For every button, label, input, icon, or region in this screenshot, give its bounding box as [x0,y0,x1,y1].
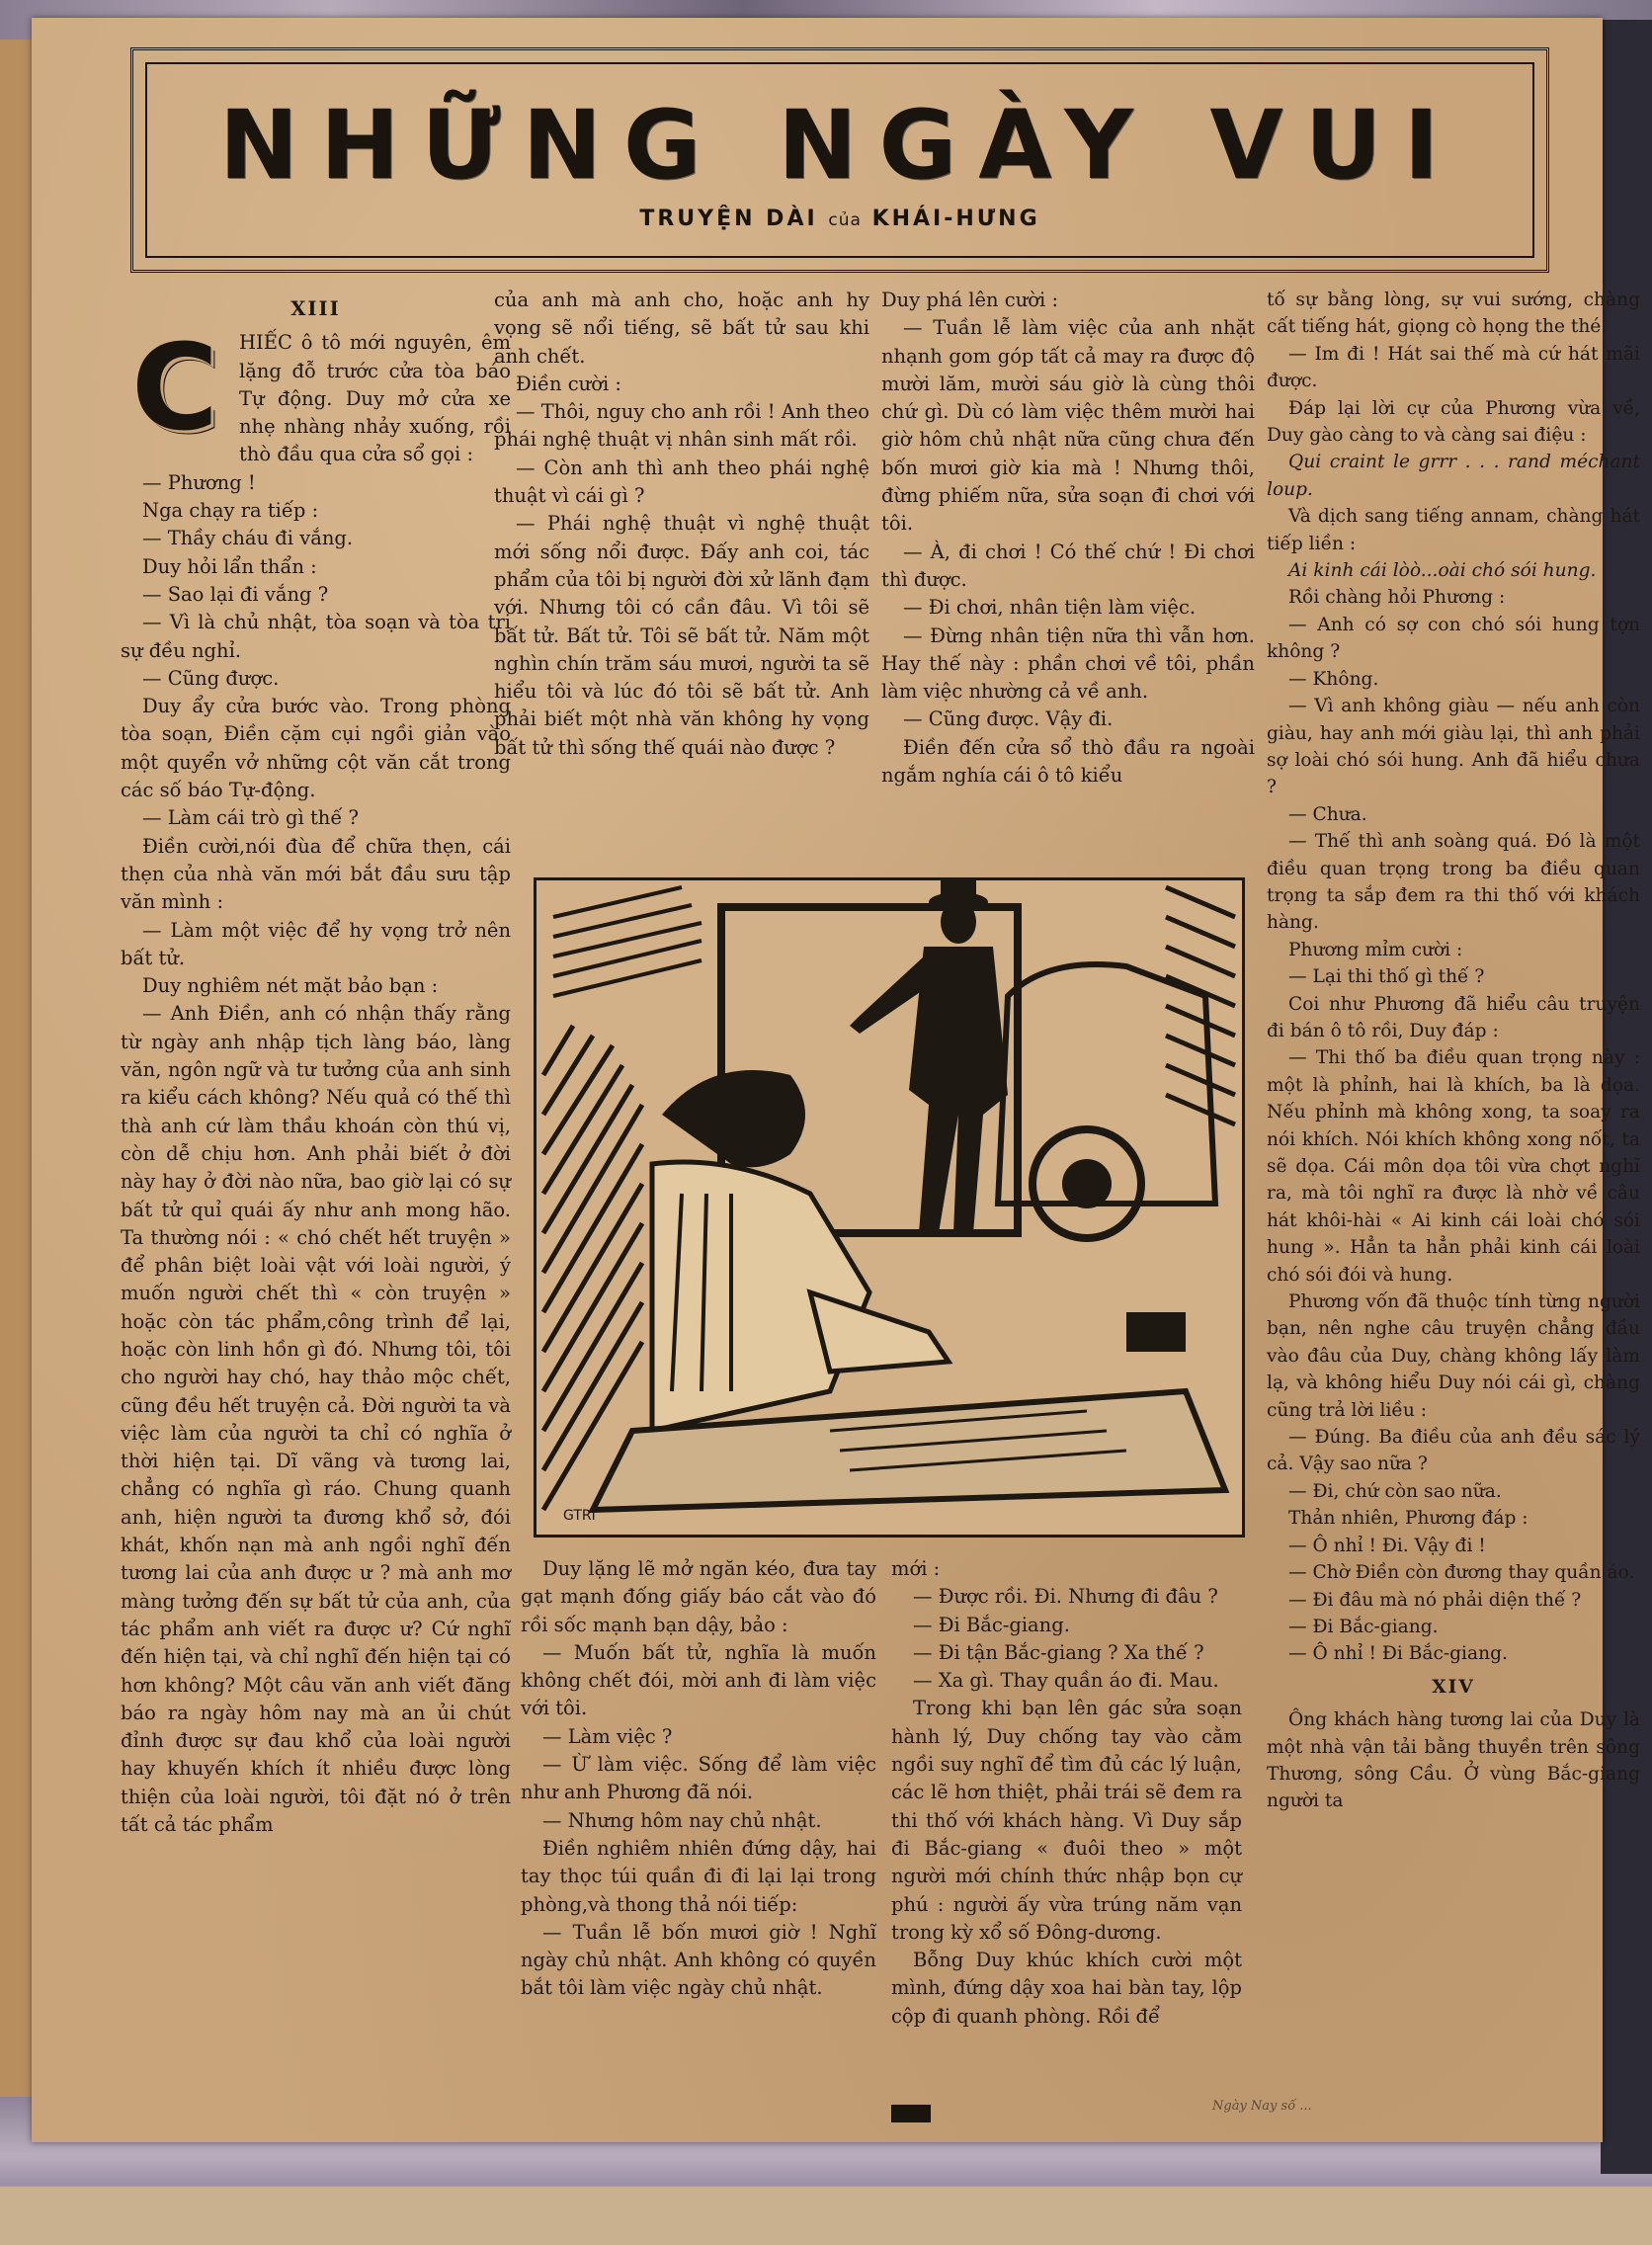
col4-paragraph: — Ô nhỉ ! Đi Bắc-giang. [1288,1643,1508,1665]
col2-paragraph: Điền cười : [516,372,621,395]
col1-paragraph: — Thầy cháu đi vắng. [142,527,354,550]
col4-paragraph: Rồi chàng hỏi Phương : [1288,587,1506,609]
col1-paragraph: — Vì là chủ nhật, tòa soạn và tòa trị sự đều nghỉ. [121,611,511,662]
column-3-top [881,287,1255,790]
col1-paragraph: Duy ẩy cửa bước vào. Trong phòng tòa soạn, Điền cặm cụi ngồi giản vào một quyển vở những cột văn cắt trong các số báo Tự-động. [121,695,511,802]
byline-author: KHÁI-HƯNG [871,207,1040,231]
col4-paragraph: — Im đi ! Hát sai thế mà cứ hát mãi được. [1267,343,1640,392]
story-byline [133,207,1546,231]
col1-paragraph: — Anh Điền, anh có nhận thấy rằng từ ngày anh nhập tịch làng báo, làng văn, ngôn ngữ và tư tưởng của anh sinh ra kiểu cách không? Nếu quả có thế thì thà anh cứ làm thầu khoán còn thú vị, còn dễ chịu hơn. Anh phải biết ở đời này hay ở đời nào nữa, bao giờ lại có sự bất tử quỉ quái ấy như anh mong hão. Ta thường nói : « chó chết hết truyện » để phân biệt loài vật với loài người, ý muốn người chết thì « còn truyện » hoặc còn tác phẩm,công trình để lại, hoặc còn linh hồn gì đó. Nhưng tôi, tôi cho người hay chó, hay thảo mộc chết, cũng đều hết truyện cả. Đời người ta và việc làm của người ta chỉ có nghĩa ở thời hiện tại. Dĩ vãng và tương lai, chẳng có nghĩa gì ráo. Chung quanh anh, hiện người ta đương khổ sở, đói khát, khốn nạn mà anh ngồi nghĩ đến tương lai của anh được ư ? mà anh mơ màng tưởng đến sự bất tử của anh, của tác phẩm anh viết ra được ư? Cứ nghĩ đến hiện tại, và chỉ nghĩ đến hiện tại có hơn không? Một câu văn anh viết đăng báo ra ngày hôm nay mà an ủi chút đỉnh được sự đau khổ của loài người hay khuyến khích ít nhiều được lòng thiện của loài người, tôi đặt nó ở trên tất cả tác phẩm [121,1002,511,1837]
col4-paragraph: — Anh có sợ con chó sói hung tợn không ? [1267,614,1640,663]
drop-cap-letter: C [130,320,219,458]
col4-paragraph: — Đúng. Ba điều của anh đều sác lý cả. Vậy sao nữa ? [1267,1427,1640,1475]
col3b-paragraph: — Đi tận Bắc-giang ? Xa thế ? [913,1640,1204,1664]
byline-of: của [828,210,862,230]
col2-paragraph: — Thôi, nguy cho anh rồi ! Anh theo phái nghệ thuật vị nhân sinh mất rồi. [494,400,869,452]
col4-paragraph: — Đi Bắc-giang. [1288,1616,1439,1637]
illustrator-signature: GTRI [563,1508,596,1524]
col1-paragraph: Nga chạy ra tiếp : [142,499,319,523]
col4-paragraph: — Lại thi thố gì thế ? [1288,966,1485,988]
col4-paragraph: Đáp lại lời cự của Phương vừa về, Duy gào càng to và càng sai điệu : [1267,397,1640,447]
byline-genre: TRUYỆN DÀI [639,207,818,231]
woodcut-illustration [534,877,1245,1538]
telephone [1126,1312,1186,1352]
masthead-frame [130,47,1549,273]
col4-paragraph: — Đi, chứ còn sao nữa. [1288,1480,1502,1502]
newspaper-page [32,18,1640,2142]
car-hub [1062,1159,1112,1208]
col3b-paragraph: Bỗng Duy khúc khích cười một mình, đứng dậy xoa hai bàn tay, lộp cộp đi quanh phòng. Rồi để [891,1949,1242,2028]
column-2-top [494,287,869,762]
col1-paragraph: Điền cười,nói đùa để chữa thẹn, cái thẹn của nhà văn mới bắt đầu sưu tập văn mình : [121,834,511,914]
col4-song-vietnamese: Ai kinh cái lòò...oài chó sói hung. [1288,560,1597,582]
col4-paragraph: — Đi đâu mà nó phải diện thế ? [1288,1589,1582,1611]
col2b-paragraph: — Làm việc ? [542,1724,673,1748]
col1-paragraph: — Cũng được. [142,666,280,690]
chapter-heading-xiii: XIII [290,297,341,320]
story-title: NHỮNG NGÀY VUI [218,90,1461,201]
col1-paragraph: — Làm cái trò gì thế ? [142,806,360,830]
col2b-paragraph: Điền nghiêm nhiên đứng dậy, hai tay thọc túi quần đi đi lại lại trong phòng,và thong thả nói tiếp: [521,1836,876,1916]
col4-paragraph: — Chờ Điền còn đương thay quần áo. [1288,1562,1635,1584]
col4-paragraph: — Thế thì anh soàng quá. Đó là một điều quan trọng trong ba điều quan trọng ta sắp đem ra thi thố với khách hàng. [1267,831,1640,934]
col3b-paragraph: — Đi Bắc-giang. [913,1613,1070,1636]
col3-paragraph: Duy phá lên cười : [881,289,1059,311]
chapter-heading-xiv: XIV [1432,1676,1475,1698]
col1-paragraph: Duy nghiêm nét mặt bảo bạn : [142,974,439,998]
col4-paragraph: — Vì anh không giàu — nếu anh còn giàu, hay anh mới giàu lại, thì anh phải sợ loài chó sói hung. Anh đã hiểu chưa ? [1267,696,1640,798]
col4-paragraph: Ông khách hàng tương lai của Duy là một nhà vận tải bằng thuyền trên sông Thương, sông Cầu. Ở vùng Bắc-giang người ta [1267,1709,1640,1812]
col4-paragraph: Phương vốn đã thuộc tính từng người bạn, nên nghe câu truyện chẳng đầu vào đâu của Duy, chàng không lấy làm lạ, và không hiểu Duy nói cái gì, chàng cũng trả lời liều : [1267,1291,1640,1421]
col3b-paragraph: Trong khi bạn lên gác sửa soạn hành lý, Duy chống tay vào cằm ngồi suy nghĩ để tìm đủ các lý luận, các lẽ hơn thiệt, phải trái sẽ đem ra thi thố với khách hàng. Vì Duy sắp đi Bắc-giang « đuôi theo » một người mới chính thức nhập bọn cự phú : người ấy vừa trúng năm vạn trong kỳ xổ số Đông-dương. [891,1697,1242,1944]
col3-paragraph: — Cũng được. Vậy đi. [903,707,1114,731]
folio-ornament [891,2105,931,2122]
col4-paragraph: Coi như Phương đã hiểu câu truyện đi bán ô tô rồi, Duy đáp : [1267,993,1640,1041]
col3-paragraph: — Tuần lễ làm việc của anh nhặt nhạnh gom góp tất cả may ra được độ mười lăm, mười sáu giờ là cùng thôi chứ gì. Dù có làm việc thêm mười hai giờ hôm chủ nhật nữa cũng chưa đến bốn mươi giờ kia mà ! Nhưng thôi, đừng phiếm nữa, sửa soạn đi chơi với tôi. [881,316,1255,536]
col1-paragraph: — Sao lại đi vắng ? [142,582,329,606]
col4-paragraph: — Không. [1288,668,1379,690]
col2b-paragraph: Duy lặng lẽ mở ngăn kéo, đưa tay gạt mạnh đống giấy báo cắt vào đó rồi sốc mạnh bạn dậy, bảo : [521,1557,876,1636]
col3-paragraph: Điền đến cửa sổ thò đầu ra ngoài ngắm nghía cái ô tô kiểu [881,735,1255,788]
col1-paragraph: HIẾC ô tô mới nguyên, êm lặng đỗ trước cửa tòa báo Tự động. Duy mở cửa xe nhẹ nhàng nhảy xuống, rồi thò đầu qua cửa sổ gọi : [239,331,511,466]
col3b-paragraph: — Được rồi. Đi. Nhưng đi đâu ? [913,1585,1218,1609]
col4-paragraph: — Ô nhỉ ! Đi. Vậy đi ! [1288,1535,1486,1556]
col2-paragraph: của anh mà anh cho, hoặc anh hy vọng sẽ nổi tiếng, sẽ bất tử sau khi anh chết. [494,289,869,368]
folio-text: Ngày Nay số ... [1212,2099,1312,2114]
col4-song-french: Qui craint le grrr . . . rand méchant loup. [1267,452,1640,500]
column-3-bottom [891,1555,1242,2031]
binding-left-edge [0,0,34,2245]
col2b-paragraph: — Ừ làm việc. Sống để làm việc như anh Phương đã nói. [521,1753,876,1804]
col3-paragraph: — À, đi chơi ! Có thế chứ ! Đi chơi thì được. [881,540,1255,591]
col4-paragraph: Thản nhiên, Phương đáp : [1288,1508,1528,1530]
col2b-paragraph: — Nhưng hôm nay chủ nhật. [542,1808,822,1832]
col3b-paragraph: mới : [891,1557,941,1580]
col2b-paragraph: — Tuần lễ bốn mươi giờ ! Nghĩ ngày chủ nhật. Anh không có quyền bắt tôi làm việc ngày chủ nhật. [521,1920,876,2000]
col2-paragraph: — Phái nghệ thuật vì nghệ thuật mới sống nổi được. Đấy anh coi, tác phẩm của tôi bị người đời xử lãnh đạm với. Nhưng tôi có cần đâu. Vì tôi sẽ bất tử. Bất tử. Tôi sẽ bất tử. Năm một nghìn chín trăm sáu mươi, người ta sẽ hiểu tôi và lúc đó tôi sẽ bất tử. Anh phải biết một nhà văn không hy vọng bất tử thì sống thế quái nào được ? [494,512,869,759]
col2b-paragraph: — Muốn bất tử, nghĩa là muốn không chết đói, mời anh đi làm việc với tôi. [521,1640,876,1720]
column-4 [1267,287,1640,1815]
col1-paragraph: — Phương ! [142,470,256,494]
col4-paragraph: tố sự bằng lòng, sự vui sướng, chàng cất tiếng hát, giọng cò họng the thé. [1267,290,1640,338]
col2-paragraph: — Còn anh thì anh theo phái nghệ thuật vì cái gì ? [494,456,869,508]
col1-paragraph: — Làm một việc để hy vọng trở nên bất tử. [121,918,511,969]
column-2-bottom [521,1555,876,2003]
col4-paragraph: Và dịch sang tiếng annam, chàng hát tiếp liền : [1267,506,1640,554]
col3b-paragraph: — Xa gì. Thay quần áo đi. Mau. [913,1669,1219,1693]
col3-paragraph: — Đừng nhân tiện nữa thì vẫn hơn. Hay thế này : phần chơi về tôi, phần làm việc nhường cả về anh. [881,624,1255,704]
col4-paragraph: — Chưa. [1288,803,1367,825]
col3-paragraph: — Đi chơi, nhân tiện làm việc. [903,596,1197,620]
column-1 [121,290,511,1839]
col1-paragraph: Duy hỏi lẩn thẩn : [142,554,317,578]
col4-paragraph: Phương mỉm cười : [1288,939,1463,960]
col4-paragraph: — Thi thố ba điều quan trọng này : một là phỉnh, hai là khích, ba là dọa. Nếu phỉnh mà không xong, ta soay ra nói khích. Nói khích không xong nốt, ta sẽ dọa. Cái môn dọa tôi vừa chợt nghĩ ra, mà tôi nghĩ ra được là nhờ về câu hát khôi-hài « Ai kinh cái loài chó sói hung ». Hẳn ta hẳn phải kinh cái loài chó sói đói và hung. [1267,1047,1640,1286]
